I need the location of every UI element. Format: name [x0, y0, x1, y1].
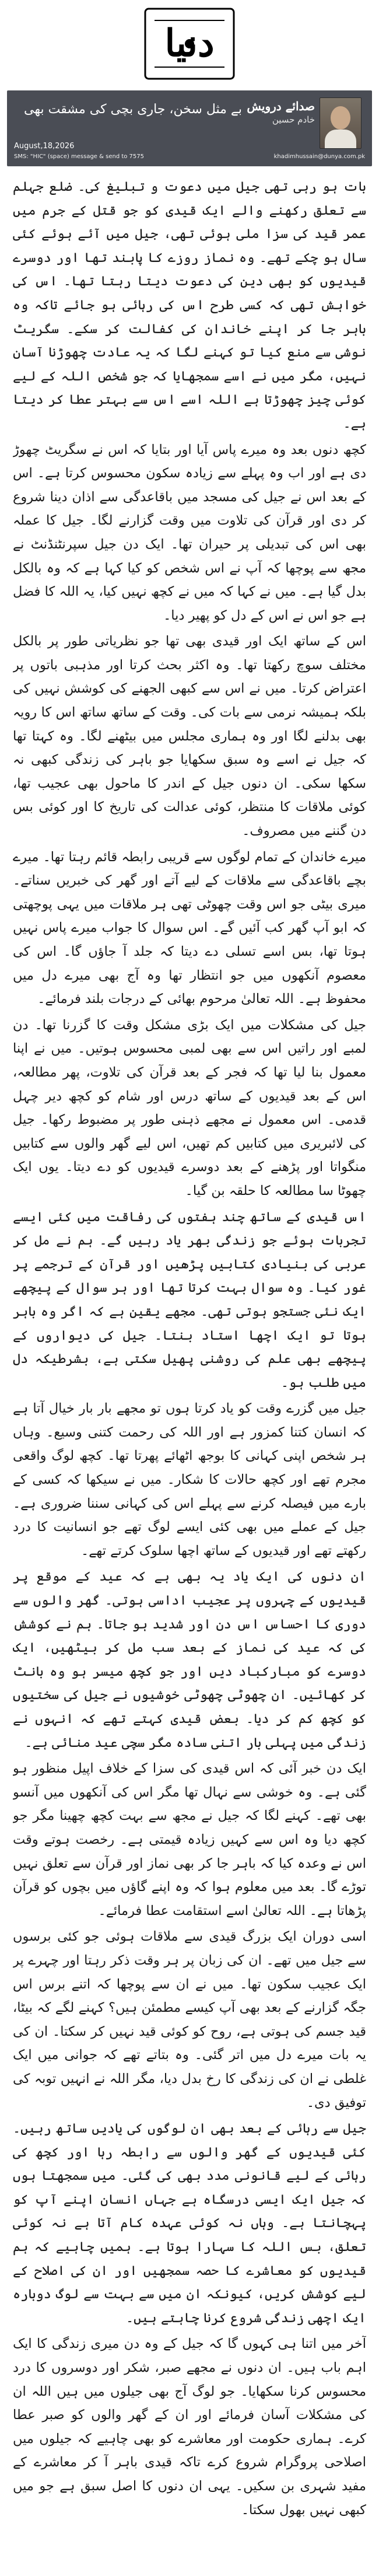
masthead [0, 0, 379, 88]
sms-instruction: SMS: "HIC" (space) message & send to 7575 [14, 153, 145, 160]
publication-date: August,18,2026 [14, 142, 75, 151]
author-name: صدائے درویش [247, 99, 315, 113]
author-body [325, 130, 356, 148]
article-paragraph: اس قیدی کے ساتھ چند ہفتوں کی رفاقت میں کئی ایسے تجربات ہوئے جو زندگی بھر یاد رہیں گے۔ ہم نے مل کر عربی کی بنیادی کتابیں پڑھیں اور قرآن کے ترجمے پر غور کیا۔ وہ سوال بہت کرتا تھا اور ہر سوال کے پیچھے ایک نئی جستجو ہوتی تھی۔ مجھے یقین ہے کہ اگر وہ باہر ہوتا تو ایک اچھا استاد بنتا۔ جیل کی دیواروں کے پیچھے بھی علم کی روشنی پھیل سکتی ہے، بشرطیکہ دل میں طلب ہو۔ [13, 1209, 366, 1390]
article-paragraph: ان دنوں کی ایک یاد یہ بھی ہے کہ عید کے موقع پر قیدیوں کے چہروں پر عجیب اداسی ہوتی۔ گھر والوں سے دوری کا احساس اس دن اور شدید ہو جاتا۔ ہم نے کوشش کی کہ عید کی نماز کے بعد سب مل کر بیٹھیں، ایک دوسرے کو مبارکباد دیں اور جو کچھ میسر ہو وہ بانٹ کر کھائیں۔ ان چھوٹی چھوٹی خوشیوں نے جیل کی سختیوں کو کچھ کم کر دیا۔ بعض قیدی کہتے تھے کہ انہوں نے زندگی میں پہلی بار اتنی سادہ مگر سچی عید منائی ہے۔ [13, 1569, 366, 1750]
article-paragraph: آخر میں اتنا ہی کہوں گا کہ جیل کے وہ دن میری زندگی کا ایک اہم باب ہیں۔ ان دنوں نے مجھے صبر، شکر اور دوسروں کا درد محسوس کرنا سکھایا۔ جو لوگ آج بھی جیلوں میں ہیں اللہ ان کی مشکلات آسان فرمائے اور ان کے گھر والوں کو صبر عطا کرے۔ ہماری حکومت اور معاشرے کو بھی چاہیے کہ جیلوں میں اصلاحی پروگرام شروع کرے تاکہ قیدی باہر آ کر معاشرے کے مفید شہری بن سکیں۔ یہی ان دنوں کا اصل سبق ہے جو میں کبھی نہیں بھول سکتا۔ [13, 2336, 366, 2518]
article-paragraph: جیل کی مشکلات میں ایک بڑی مشکل وقت کا گزرنا تھا۔ دن لمبے اور راتیں اس سے بھی لمبی محسوس ہوتیں۔ میں نے اپنا معمول بنا لیا تھا کہ فجر کے بعد قرآن کی تلاوت، پھر مطالعہ، اس کے بعد قیدیوں کے ساتھ درس اور شام کو کچھ دیر چہل قدمی۔ اس معمول نے مجھے ذہنی طور پر مضبوط رکھا۔ جیل کی لائبریری میں کتابیں کم تھیں، اس لیے گھر والوں سے کتابیں منگواتا اور پڑھنے کے بعد دوسرے قیدیوں کو دے دیتا۔ یوں ایک چھوٹا سا مطالعہ کا حلقہ بن گیا۔ [13, 1017, 366, 1198]
article-paragraph: اس کے ساتھ ایک اور قیدی بھی تھا جو نظریاتی طور پر بالکل مختلف سوچ رکھتا تھا۔ وہ اکثر بحث کرتا اور مذہبی باتوں پر اعتراض کرتا۔ میں نے اس سے کبھی الجھنے کی کوشش نہیں کی بلکہ ہمیشہ نرمی سے بات کی۔ وقت کے ساتھ ساتھ اس کا رویہ بھی بدلنے لگا اور وہ ہماری مجلس میں بیٹھنے لگا۔ وہ کہتا تھا کہ جیل نے اسے وہ سبق سکھایا جو باہر کی زندگی کبھی نہ سکھا سکی۔ ان دنوں جیل کے اندر کا ماحول بھی عجیب تھا، کوئی ملاقات کا منتظر، کوئی عدالت کی تاریخ کا اور کوئی بس دن گننے میں مصروف۔ [13, 634, 366, 839]
author-block [239, 99, 315, 126]
column-title: بے مثل سخن، جاری بچی کی مشقت بھی [24, 102, 242, 117]
author-photo [320, 97, 362, 149]
author-face [331, 106, 350, 130]
article-paragraph: ایک دن خبر آئی کہ اس قیدی کی سزا کے خلاف اپیل منظور ہو گئی ہے۔ وہ خوشی سے نہال تھا مگر اس کی آنکھوں میں آنسو بھی تھے۔ کہنے لگا کہ جیل نے مجھ سے بہت کچھ چھینا مگر جو کچھ دیا وہ اس سے کہیں زیادہ قیمتی ہے۔ رخصت ہوتے وقت اس نے وعدہ کیا کہ باہر جا کر بھی نماز اور قرآن سے تعلق نہیں توڑے گا۔ بعد میں معلوم ہوا کہ وہ اپنے گاؤں میں بچوں کو قرآن پڑھاتا ہے۔ اللہ تعالیٰ اسے استقامت عطا فرمائے۔ [13, 1761, 366, 1918]
dunya-logo [143, 6, 236, 81]
logo-text: دنیا [164, 22, 215, 65]
author-subtitle: خادم حسین [272, 114, 315, 125]
author-email[interactable]: khadimhussain@dunya.com.pk [273, 153, 365, 160]
article-paragraph: کچھ دنوں بعد وہ میرے پاس آیا اور بتایا کہ اس نے سگریٹ چھوڑ دی ہے اور اب وہ پہلے سے زیادہ سکون محسوس کرتا ہے۔ اس کے بعد اس نے جیل کی مسجد میں باقاعدگی سے اذان دینا شروع کر دی اور قرآن کی تلاوت میں وقت گزارنے لگا۔ جیل کا عملہ بھی اس کی تبدیلی پر حیران تھا۔ ایک دن جیل سپرنٹنڈنٹ نے مجھ سے پوچھا کہ آپ نے اس شخص کو کیا کہا ہے کہ وہ بالکل بدل گیا ہے۔ میں نے کہا کہ میں نے کچھ نہیں کیا، یہ اللہ کا فضل ہے جو اس نے اس کے دل کو پھیر دیا۔ [13, 442, 366, 623]
article-paragraph: جیل میں گزرے وقت کو یاد کرتا ہوں تو مجھے بار بار خیال آتا ہے کہ انسان کتنا کمزور ہے اور اللہ کی رحمت کتنی وسیع۔ وہاں ہر شخص اپنی کہانی کا بوجھ اٹھائے پھرتا تھا۔ کچھ لوگ واقعی مجرم تھے اور کچھ حالات کا شکار۔ میں نے سیکھا کہ کسی کے بارے میں فیصلہ کرنے سے پہلے اس کی کہانی سننا ضروری ہے۔ جیل کے عملے میں بھی کئی ایسے لوگ تھے جو انسانیت کا درد رکھتے تھے اور قیدیوں کے ساتھ اچھا سلوک کرتے تھے۔ [13, 1401, 366, 1558]
article-paragraph: جیل سے رہائی کے بعد بھی ان لوگوں کی یادیں ساتھ رہیں۔ کئی قیدیوں کے گھر والوں سے رابطہ رہا اور کچھ کی رہائی کے لیے قانونی مدد بھی کی گئی۔ میں سمجھتا ہوں کہ جیل ایک ایسی درسگاہ ہے جہاں انسان اپنے آپ کو پہچانتا ہے۔ وہاں نہ کوئی عہدہ کام آتا ہے نہ کوئی تعلق، بس اللہ کا سہارا ہوتا ہے۔ ہمیں چاہیے کہ ہم قیدیوں کو معاشرے کا حصہ سمجھیں اور ان کی اصلاح کے لیے کوشش کریں، کیونکہ ان میں سے بہت سے لوگ دوبارہ ایک اچھی زندگی شروع کرنا چاہتے ہیں۔ [13, 2121, 366, 2326]
article-paragraph: بات ہو رہی تھی جیل میں دعوت و تبلیغ کی۔ ضلع جہلم سے تعلق رکھنے والے ایک قیدی کو جو قتل کے جرم میں عمر قید کی سزا ملی ہوئی تھی، جیل میں آئے ہوئے کئی سال ہو چکے تھے۔ وہ نماز روزے کا پابند تھا اور دوسرے قیدیوں کو بھی دین کی دعوت دیتا رہتا تھا۔ اس کی خواہش تھی کہ کسی طرح اس کی رہائی ہو جائے تاکہ وہ باہر جا کر اپنے خاندان کی کفالت کر سکے۔ سگریٹ نوشی سے منع کیا تو کہنے لگا کہ یہ عادت چھوڑنا آسان نہیں، مگر میں نے اسے سمجھایا کہ جو شخص اللہ کے لیے کوئی چیز چھوڑتا ہے اللہ اسے اس سے بہتر عطا کر دیتا ہے۔ [13, 179, 366, 431]
article-paragraph: میرے خاندان کے تمام لوگوں سے قریبی رابطہ قائم رہتا تھا۔ میرے بچے باقاعدگی سے ملاقات کے لیے آتے اور گھر کی خبریں سناتے۔ میری بیٹی جو اس وقت چھوٹی تھی ہر ملاقات میں یہی پوچھتی کہ ابو آپ گھر کب آئیں گے۔ اس سوال کا جواب میرے پاس نہیں ہوتا تھا، بس اسے تسلی دے دیتا کہ جلد آ جاؤں گا۔ اس کی معصوم آنکھوں میں جو انتظار تھا وہ آج بھی میرے دل میں محفوظ ہے۔ اللہ تعالیٰ مرحوم بھائی کے درجات بلند فرمائے۔ [13, 849, 366, 1007]
column-header-bar [7, 90, 372, 166]
article-paragraph: اسی دوران ایک بزرگ قیدی سے ملاقات ہوئی جو کئی برسوں سے جیل میں تھے۔ ان کی زبان پر ہر وقت ذکر رہتا اور چہرے پر ایک عجیب سکون تھا۔ میں نے ان سے پوچھا کہ اتنے برس اس جگہ گزارنے کے بعد بھی آپ کیسے مطمئن ہیں؟ کہنے لگے کہ بیٹا، قید جسم کی ہوتی ہے، روح کو کوئی قید نہیں کر سکتا۔ ان کی یہ بات میرے دل میں اتر گئی۔ وہ بتاتے تھے کہ جوانی میں ایک غلطی نے ان کی زندگی کا رخ بدل دیا، مگر اللہ نے انہیں توبہ کی توفیق دی۔ [13, 1929, 366, 2110]
article-body [13, 175, 366, 2561]
